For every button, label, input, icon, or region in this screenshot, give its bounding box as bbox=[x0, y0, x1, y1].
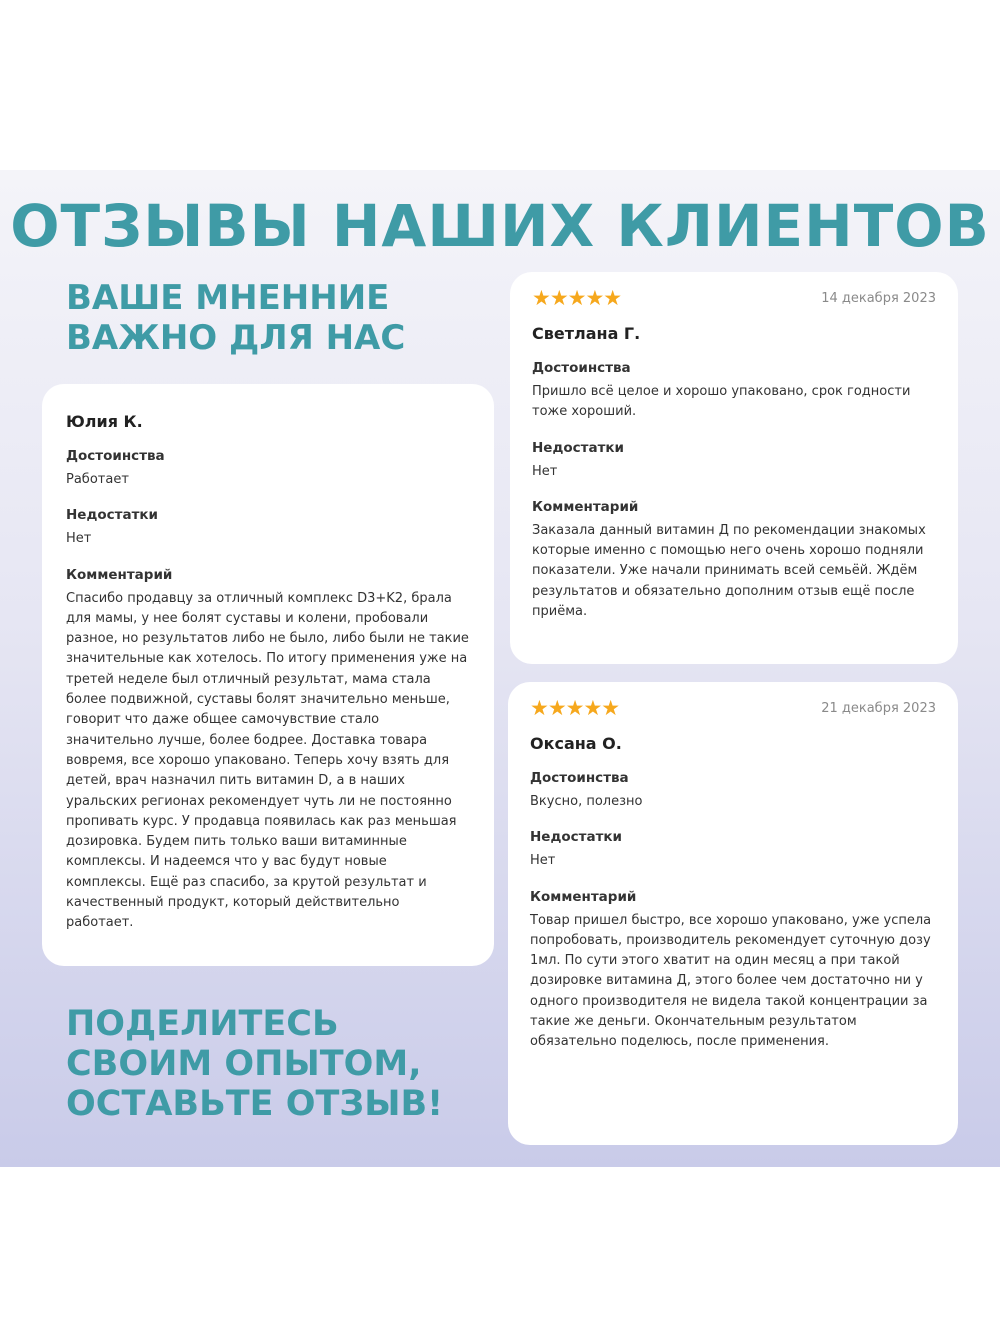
comment-text: Товар пришел быстро, все хорошо упаковано, уже успела попробовать, производитель рекомендует суточную дозу 1мл. По сути этого хватит на один месяц а при такой дозировке витамина Д, этого более чем достаточно ни у одного производителя не видела такой концентрации за такие же деньги. Окончательным результатом обязательно поделюсь, после применения. bbox=[530, 912, 932, 1050]
page-title: ОТЗЫВЫ НАШИХ КЛИЕНТОВ bbox=[10, 192, 990, 260]
cons-label: Недостатки bbox=[530, 829, 623, 846]
comment-text: Заказала данный витамин Д по рекомендации знакомых которые именно с помощью него очень хорошо подняли показатели. Уже начали принимать всей семьёй. Ждём результатов и обязательно дополним отзыв ещё после приёма. bbox=[532, 522, 926, 620]
subheading-line: ВАЖНО ДЛЯ НАС bbox=[66, 318, 406, 358]
cons-text: Нет bbox=[532, 463, 558, 479]
comment-label: Комментарий bbox=[66, 566, 173, 583]
comment-label: Комментарий bbox=[532, 498, 639, 515]
cons-text: Нет bbox=[66, 531, 92, 547]
pros-label: Достоинства bbox=[532, 360, 631, 376]
cons-text: Нет bbox=[530, 853, 556, 869]
subheading bbox=[66, 278, 405, 358]
review-date: 14 декабря 2023 bbox=[821, 290, 936, 306]
review-card-yulia bbox=[42, 384, 494, 966]
review-author: Светлана Г. bbox=[532, 324, 641, 343]
review-date: 21 декабря 2023 bbox=[821, 700, 936, 716]
pros-label: Достоинства bbox=[66, 448, 165, 464]
comment-text: Спасибо продавцу за отличный комплекс D3+K2, брала для мамы, у нее болят суставы и колени, пробовали разное, но результатов либо не было, либо были не такие значительные как хотелось. По итогу применения уже на третей неделе был отличный результат, мама стала более подвижной, суставы болят значительно меньше, говорит что даже общее самочувствие стало значительно лучше, более бодрее. Доставка товара вовремя, все хорошо упаковано. Теперь хочу взять для детей, врач назначил пить витамин D, а в наших уральских регионах рекомендует чуть ли не постоянно пропивать курс. У продавца появилась как раз меньшая дозировка. Будем пить только ваши витаминные комплексы. И надеемся что у вас будут новые комплексы. Ещё раз спасибо, за крутой результат и качественный продукт, который действительно работает. bbox=[66, 590, 469, 931]
comment-label: Комментарий bbox=[530, 888, 637, 905]
review-card-oksana bbox=[508, 682, 958, 1145]
pros-label: Достоинства bbox=[530, 770, 629, 786]
cons-label: Недостатки bbox=[532, 439, 625, 456]
rating-stars-icon: ★★★★★ bbox=[532, 286, 622, 310]
pros-text: Вкусно, полезно bbox=[530, 794, 643, 809]
cta-line: ПОДЕЛИТЕСЬ bbox=[66, 1004, 339, 1044]
cons-label: Недостатки bbox=[66, 507, 159, 524]
cta-line: ОСТАВЬТЕ ОТЗЫВ! bbox=[66, 1084, 444, 1124]
call-to-action bbox=[66, 1004, 443, 1124]
rating-stars-icon: ★★★★★ bbox=[530, 696, 620, 720]
review-author: Юлия К. bbox=[66, 412, 143, 431]
subheading-line: ВАШЕ МНЕННИЕ bbox=[66, 278, 390, 318]
pros-text: Пришло всё целое и хорошо упаковано, срок годности тоже хороший. bbox=[532, 384, 911, 420]
pros-text: Работает bbox=[66, 472, 129, 487]
review-author: Оксана О. bbox=[530, 734, 622, 753]
cta-line: СВОИМ ОПЫТОМ, bbox=[66, 1044, 422, 1084]
review-card-svetlana bbox=[510, 272, 958, 664]
